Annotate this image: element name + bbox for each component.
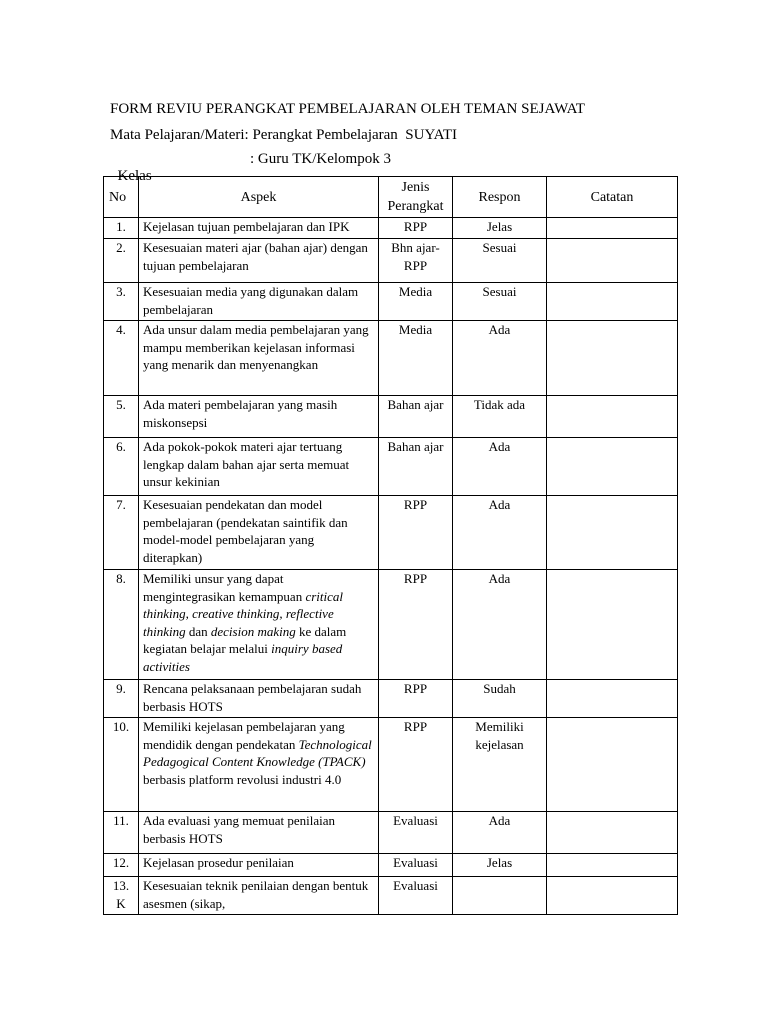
row-catatan[interactable] xyxy=(547,218,678,239)
row-respon: Ada xyxy=(453,570,547,680)
review-table xyxy=(103,176,678,915)
row-respon: Jelas xyxy=(453,218,547,239)
row-aspek: Ada evaluasi yang memuat penilaian berbasis HOTS xyxy=(139,812,379,854)
row-number: 5. xyxy=(104,396,139,438)
table-row xyxy=(104,283,678,321)
row-respon: Ada xyxy=(453,496,547,570)
table-row xyxy=(104,496,678,570)
row-jenis: RPP xyxy=(379,496,453,570)
row-aspek: Kesesuaian pendekatan dan model pembelajaran (pendekatan saintifik dan model-model pembelajaran yang diterapkan) xyxy=(139,496,379,570)
row-catatan[interactable] xyxy=(547,283,678,321)
class-label: Kelas xyxy=(117,168,152,184)
row-respon: Memiliki kejelasan xyxy=(453,718,547,812)
table-row xyxy=(104,570,678,680)
table-row xyxy=(104,877,678,915)
row-number: 2. xyxy=(104,239,139,283)
row-aspek: Ada unsur dalam media pembelajaran yang mampu memberikan kejelasan informasi yang menarik dan menyenangkan xyxy=(139,321,379,396)
col-header-respon: Respon xyxy=(453,177,547,218)
row-jenis: Evaluasi xyxy=(379,877,453,915)
row-respon: Sesuai xyxy=(453,283,547,321)
row-jenis: Media xyxy=(379,321,453,396)
row-jenis: RPP xyxy=(379,570,453,680)
row-number: 13. K xyxy=(104,877,139,915)
table-row xyxy=(104,718,678,812)
row-number: 8. xyxy=(104,570,139,680)
row-aspek: Memiliki kejelasan pembelajaran yang mendidik dengan pendekatan Technological Pedagogical Content Knowledge (TPACK) berbasis platform revolusi industri 4.0 xyxy=(139,718,379,812)
row-aspek: Kejelasan tujuan pembelajaran dan IPK xyxy=(139,218,379,239)
row-catatan[interactable] xyxy=(547,239,678,283)
row-jenis: Bhn ajar-RPP xyxy=(379,239,453,283)
row-aspek: Rencana pelaksanaan pembelajaran sudah berbasis HOTS xyxy=(139,680,379,718)
row-respon: Sudah xyxy=(453,680,547,718)
row-aspek: Kejelasan prosedur penilaian xyxy=(139,854,379,877)
row-number: 6. xyxy=(104,438,139,496)
table-header-row xyxy=(104,177,678,218)
table-row xyxy=(104,812,678,854)
row-aspek: Kesesuaian materi ajar (bahan ajar) dengan tujuan pembelajaran xyxy=(139,239,379,283)
row-respon: Ada xyxy=(453,321,547,396)
table-row xyxy=(104,680,678,718)
table-row xyxy=(104,854,678,877)
row-catatan[interactable] xyxy=(547,438,678,496)
row-aspek: Kesesuaian media yang digunakan dalam pembelajaran xyxy=(139,283,379,321)
row-jenis: Bahan ajar xyxy=(379,396,453,438)
class-value: : Guru TK/Kelompok 3 xyxy=(250,151,391,167)
row-aspek: Memiliki unsur yang dapat mengintegrasikan kemampuan critical thinking, creative thinking, reflective thinking dan decision making ke dalam kegiatan belajar melalui inquiry based activities xyxy=(139,570,379,680)
row-jenis: RPP xyxy=(379,718,453,812)
row-aspek: Kesesuaian teknik penilaian dengan bentuk asesmen (sikap, xyxy=(139,877,379,915)
row-respon: Ada xyxy=(453,438,547,496)
col-header-jenis: Jenis Perangkat xyxy=(379,177,453,218)
row-jenis: RPP xyxy=(379,680,453,718)
table-row xyxy=(104,438,678,496)
row-catatan[interactable] xyxy=(547,570,678,680)
row-respon: Tidak ada xyxy=(453,396,547,438)
row-catatan[interactable] xyxy=(547,854,678,877)
row-respon: Sesuai xyxy=(453,239,547,283)
row-number: 7. xyxy=(104,496,139,570)
row-respon: Jelas xyxy=(453,854,547,877)
row-aspek: Ada materi pembelajaran yang masih miskonsepsi xyxy=(139,396,379,438)
col-header-catatan: Catatan xyxy=(547,177,678,218)
row-catatan[interactable] xyxy=(547,680,678,718)
row-number: 3. xyxy=(104,283,139,321)
col-header-aspek: Aspek xyxy=(139,177,379,218)
row-jenis: RPP xyxy=(379,218,453,239)
row-jenis: Media xyxy=(379,283,453,321)
row-catatan[interactable] xyxy=(547,877,678,915)
row-catatan[interactable] xyxy=(547,321,678,396)
table-row xyxy=(104,396,678,438)
row-respon xyxy=(453,877,547,915)
row-respon: Ada xyxy=(453,812,547,854)
table-row xyxy=(104,239,678,283)
row-number: 11. xyxy=(104,812,139,854)
col-header-no: No xyxy=(104,177,139,218)
row-number: 12. xyxy=(104,854,139,877)
row-catatan[interactable] xyxy=(547,718,678,812)
row-catatan[interactable] xyxy=(547,396,678,438)
row-number: 1. xyxy=(104,218,139,239)
row-number: 9. xyxy=(104,680,139,718)
row-catatan[interactable] xyxy=(547,496,678,570)
row-catatan[interactable] xyxy=(547,812,678,854)
table-row xyxy=(104,321,678,396)
subject-line: Mata Pelajaran/Materi: Perangkat Pembelajaran SUYATI xyxy=(110,127,457,143)
row-jenis: Bahan ajar xyxy=(379,438,453,496)
row-number: 10. xyxy=(104,718,139,812)
table-row xyxy=(104,218,678,239)
row-jenis: Evaluasi xyxy=(379,812,453,854)
row-number: 4. xyxy=(104,321,139,396)
form-title: FORM REVIU PERANGKAT PEMBELAJARAN OLEH TEMAN SEJAWAT xyxy=(110,101,585,117)
row-jenis: Evaluasi xyxy=(379,854,453,877)
row-aspek: Ada pokok-pokok materi ajar tertuang lengkap dalam bahan ajar serta memuat unsur kekinian xyxy=(139,438,379,496)
